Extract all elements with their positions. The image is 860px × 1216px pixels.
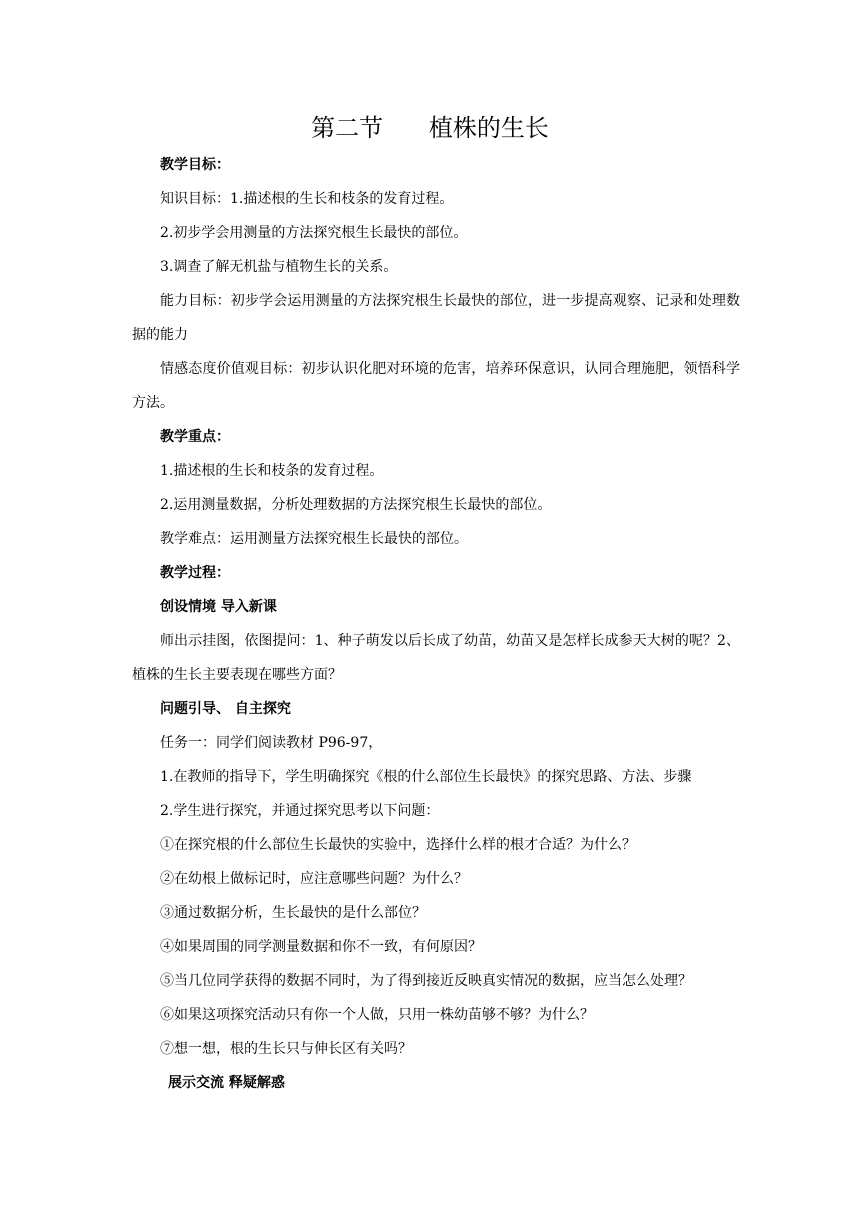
paragraph-knowledge-goal-2: 2.初步学会用测量的方法探究根生长最快的部位。	[160, 225, 468, 241]
question-5: ⑤当几位同学获得的数据不同时，为了得到接近反映真实情况的数据，应当怎么处理？	[160, 973, 692, 989]
question-7: ⑦想一想，根的生长只与伸长区有关吗？	[160, 1041, 412, 1057]
paragraph-ability-goal: 能力目标：初步学会运用测量的方法探究根生长最快的部位，进一步提高观察、记录和处理数据的能力	[132, 293, 740, 343]
paragraph-knowledge-goal-3: 3.调查了解无机盐与植物生长的关系。	[160, 259, 398, 275]
paragraph-teacher-question: 师出示挂图，依图提问：1、种子萌发以后长成了幼苗，幼苗又是怎样长成参天大树的呢？2、植株的生长主要表现在哪些方面？	[132, 633, 740, 683]
paragraph-attitude-goal: 情感态度价值观目标：初步认识化肥对环境的危害，培养环保意识，认同合理施肥，领悟科学方法。	[132, 361, 740, 411]
heading-teaching-goals: 教学目标：	[160, 157, 230, 173]
question-1: ①在探究根的什么部位生长最快的实验中，选择什么样的根才合适？为什么？	[160, 837, 636, 853]
heading-teaching-process: 教学过程：	[160, 565, 230, 581]
document-body	[132, 148, 740, 1100]
heading-create-scenario: 创设情境 导入新课	[160, 599, 277, 615]
heading-problem-guidance: 问题引导、 自主探究	[160, 701, 291, 717]
heading-teaching-focus: 教学重点：	[160, 429, 230, 445]
question-3: ③通过数据分析，生长最快的是什么部位？	[160, 905, 426, 921]
paragraph-task-step-2: 2.学生进行探究，并通过探究思考以下问题：	[160, 803, 440, 819]
question-4: ④如果周围的同学测量数据和你不一致，有何原因？	[160, 939, 482, 955]
question-2: ②在幼根上做标记时，应注意哪些问题？为什么？	[160, 871, 468, 887]
document-title: 第二节 植株的生长	[311, 114, 549, 142]
question-6: ⑥如果这项探究活动只有你一个人做，只用一株幼苗够不够？为什么？	[160, 1007, 594, 1023]
paragraph-knowledge-goal: 知识目标：1.描述根的生长和枝条的发育过程。	[160, 191, 454, 207]
paragraph-task-one: 任务一：同学们阅读教材 P96-97，	[160, 735, 383, 751]
paragraph-focus-2: 2.运用测量数据，分析处理数据的方法探究根生长最快的部位。	[160, 497, 552, 513]
paragraph-focus-1: 1.描述根的生长和枝条的发育过程。	[160, 463, 384, 479]
paragraph-task-step-1: 1.在教师的指导下，学生明确探究《根的什么部位生长最快》的探究思路、方法、步骤	[160, 769, 692, 785]
heading-show-exchange: 展示交流 释疑解惑	[168, 1075, 285, 1091]
paragraph-teaching-difficulty: 教学难点：运用测量方法探究根生长最快的部位。	[160, 531, 468, 547]
